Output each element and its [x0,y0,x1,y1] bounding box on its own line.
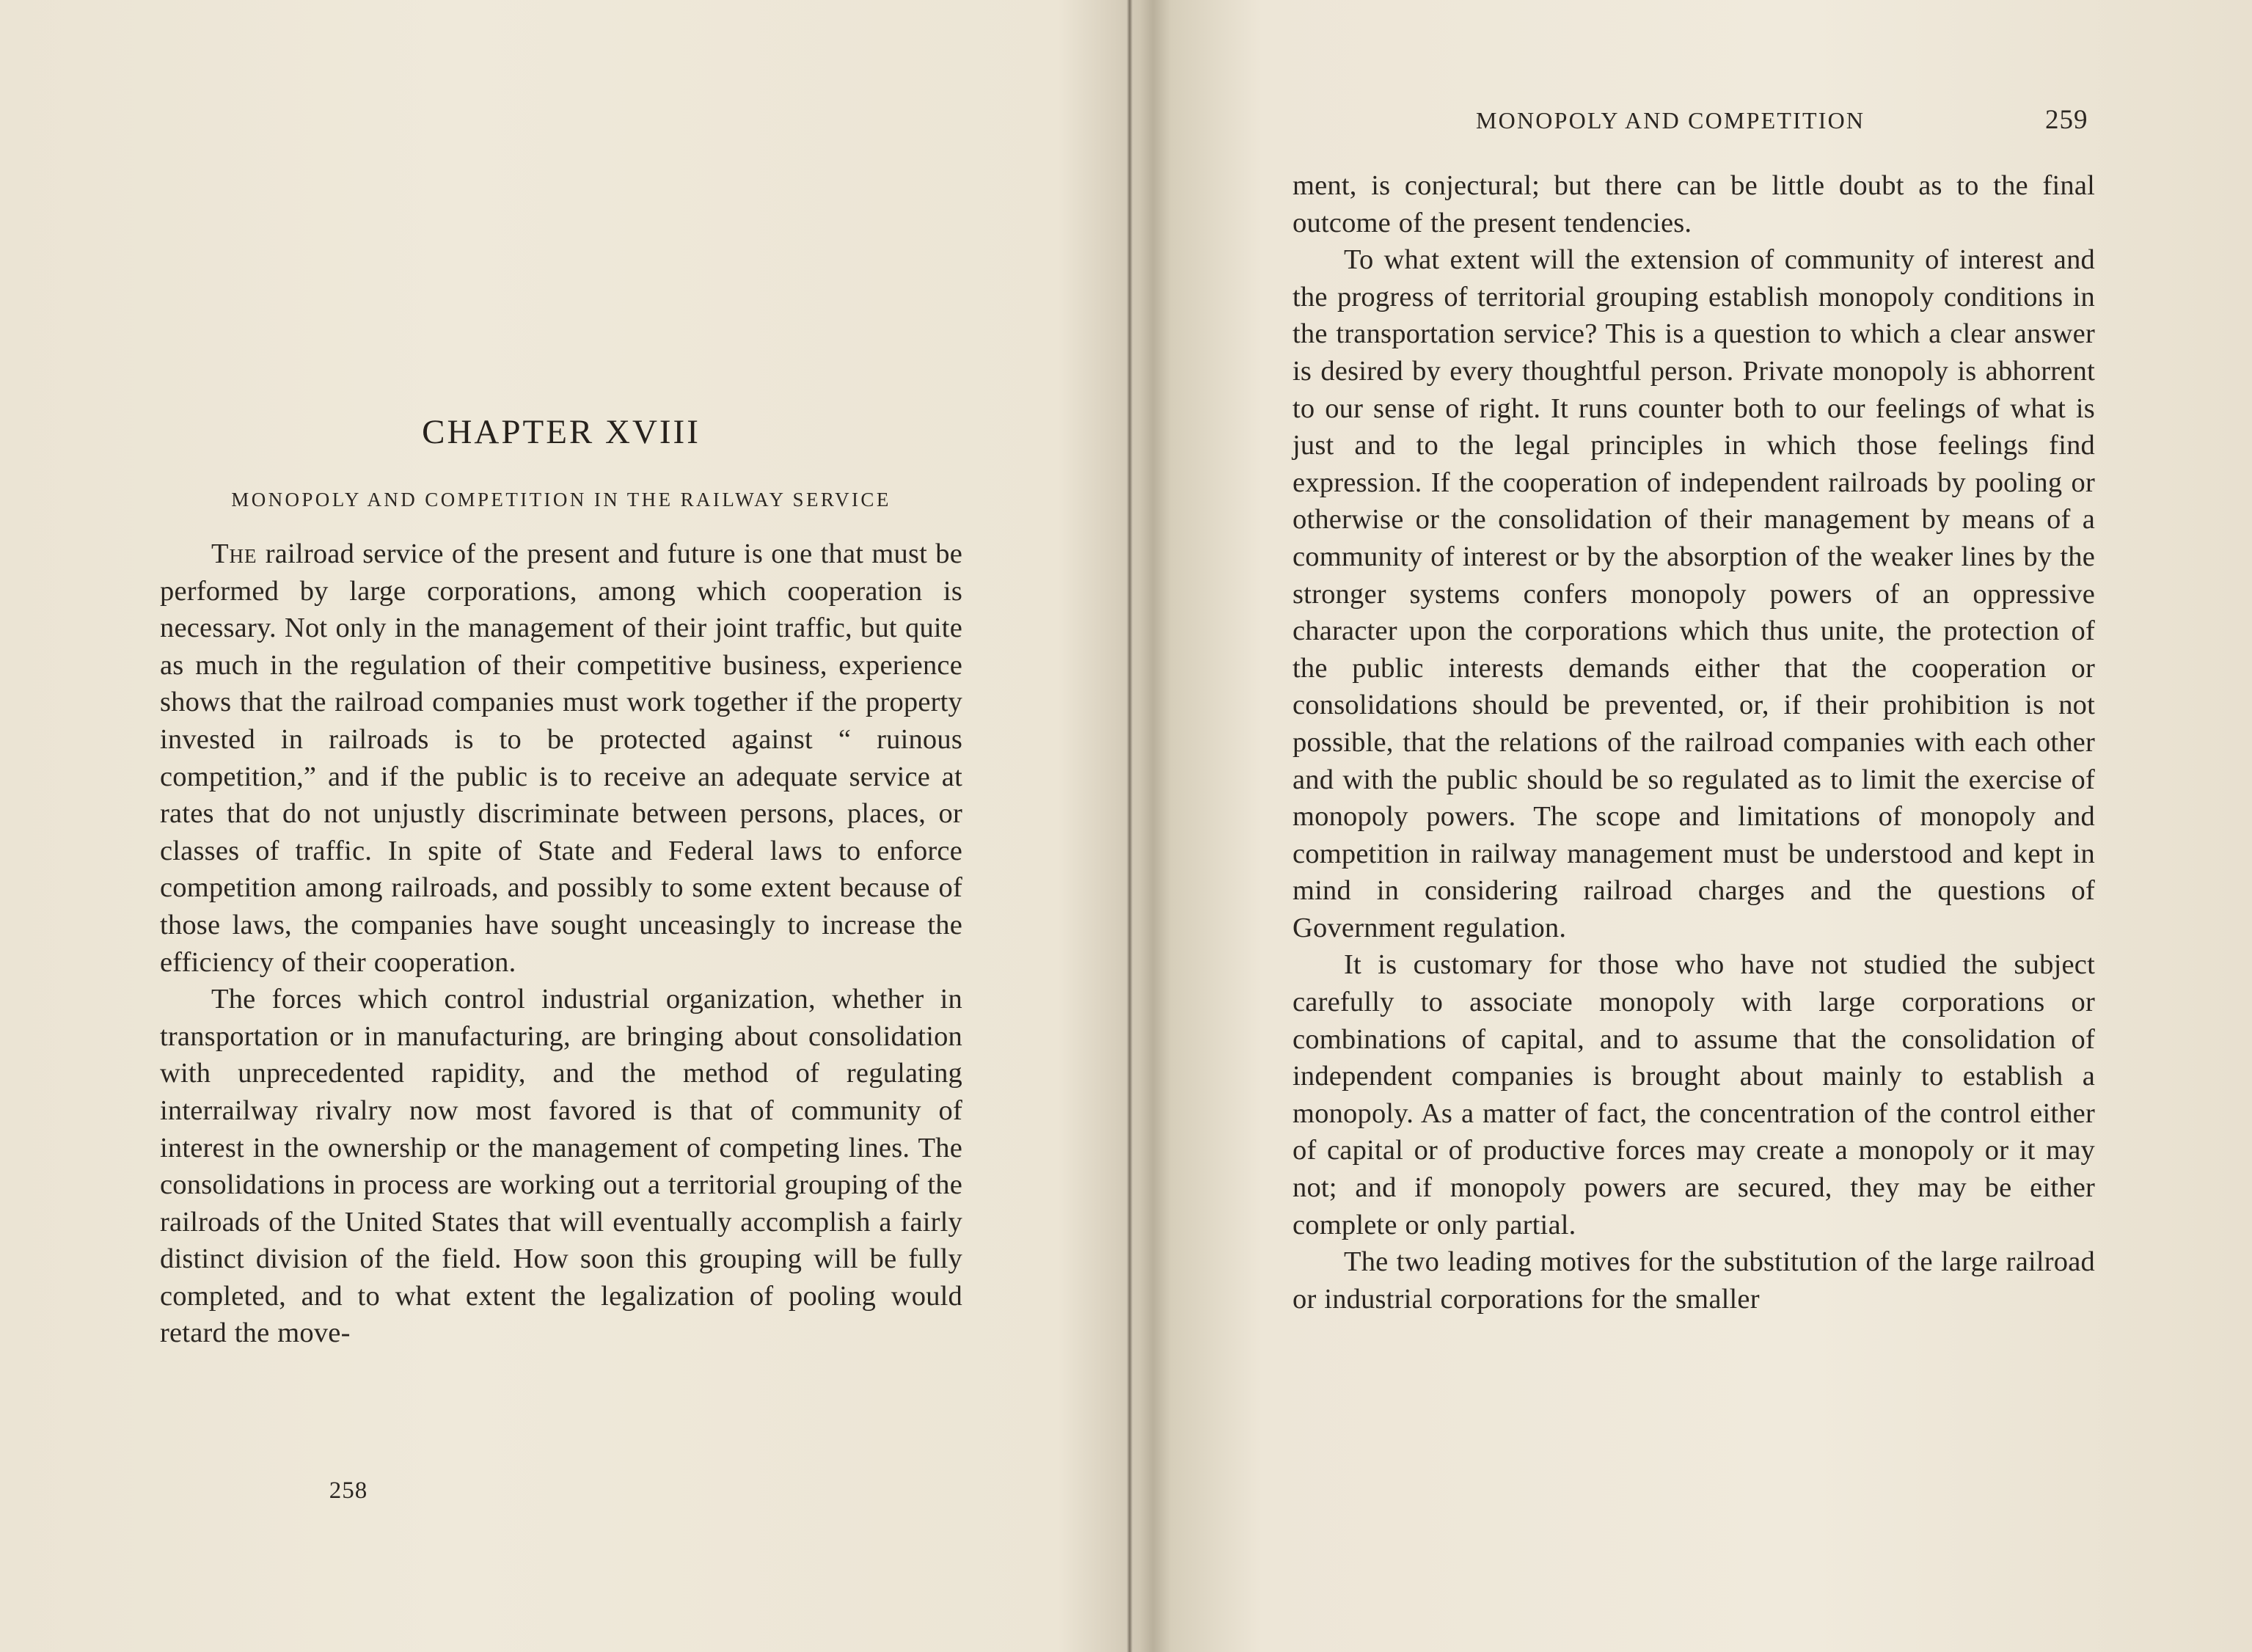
running-head: MONOPOLY AND COMPETITION [1476,107,1865,134]
chapter-title: CHAPTER XVIII [422,413,701,451]
right-paragraph-4: The two leading motives for the substitution of the large railroad or industrial corporations for the smaller [1293,1246,2095,1315]
right-paragraph-3: It is customary for those who have not studied the subject carefully to associate monopoly with large corporations or combinations of capital, and to assume that the consolidation of independent companies is brought about mainly to establish a monopoly. As a matter of fact, the concentration of the control either of capital or of productive forces may create a monopoly or it may not; and if monopoly powers are secured, they may be either complete or only partial. [1293,949,2095,1240]
left-page-number: 258 [329,1477,368,1504]
left-paragraph-2: The forces which control industrial organization, whether in transportation or in manufacturing, are bringing about consolidation with unprecedented rapidity, and the method of regulating interrailway rivalry now most favored is that of community of interest in the ownership or the management of competing lines. The consolidations in process are working out a territorial grouping of the railroads of the United States that will eventually accomplish a fairly distinct division of the field. How soon this grouping will be fully completed, and to what extent the legalization of pooling would retard the move- [160,984,962,1349]
right-page-body [1293,167,2095,1317]
right-paragraph-2: To what extent will the extension of community of interest and the progress of territorial grouping establish monopoly conditions in the transportation service? This is a question to which a clear answer is desired by every thoughtful person. Private monopoly is abhorrent to our sense of right. It runs counter both to our feelings of what is just and to the legal principles in which those feelings find expression. If the cooperation of independent railroads by pooling or otherwise or the consolidation of their management by means of a community of interest or by the absorption of the weaker lines by the stronger systems confers monopoly powers of an oppressive character upon the corporations which thus unite, the protection of the public interests demands either that the cooperation or consolidations should be prevented, or, if their prohibition is not possible, that the relations of the railroad companies with each other and with the public should be so regulated as to limit the exercise of monopoly powers. The scope and limitations of monopoly and competition in railway management must be understood and kept in mind in considering railroad charges and the questions of Government regulation. [1293,244,2095,943]
chapter-subtitle: MONOPOLY AND COMPETITION IN THE RAILWAY SERVICE [231,489,891,511]
right-page-number: 259 [2045,105,2088,135]
book-gutter [1127,0,1133,1652]
paragraph-lead-word: The [211,538,257,569]
right-paragraph-1: ment, is conjectural; but there can be little doubt as to the final outcome of the present tendencies. [1293,170,2095,238]
left-paragraph-1 [160,536,962,981]
right-page [1133,0,2252,1652]
left-paragraph-1-text: railroad service of the present and future is one that must be performed by large corporations, among which cooperation is necessary. Not only in the management of their joint traffic, but quite as much in the regulation of their competitive business, experience shows that the railroad companies must work together if the property invested in railroads is to be protected against “ ruinous competition,” and if the public is to receive an adequate service at rates that do not unjustly discriminate between persons, places, or classes of traffic. In spite of State and Federal laws to enforce competition among railroads, and possibly to some extent because of those laws, the companies have sought unceasingly to increase the efficiency of their cooperation. [160,538,962,978]
left-page-body [160,536,962,1352]
